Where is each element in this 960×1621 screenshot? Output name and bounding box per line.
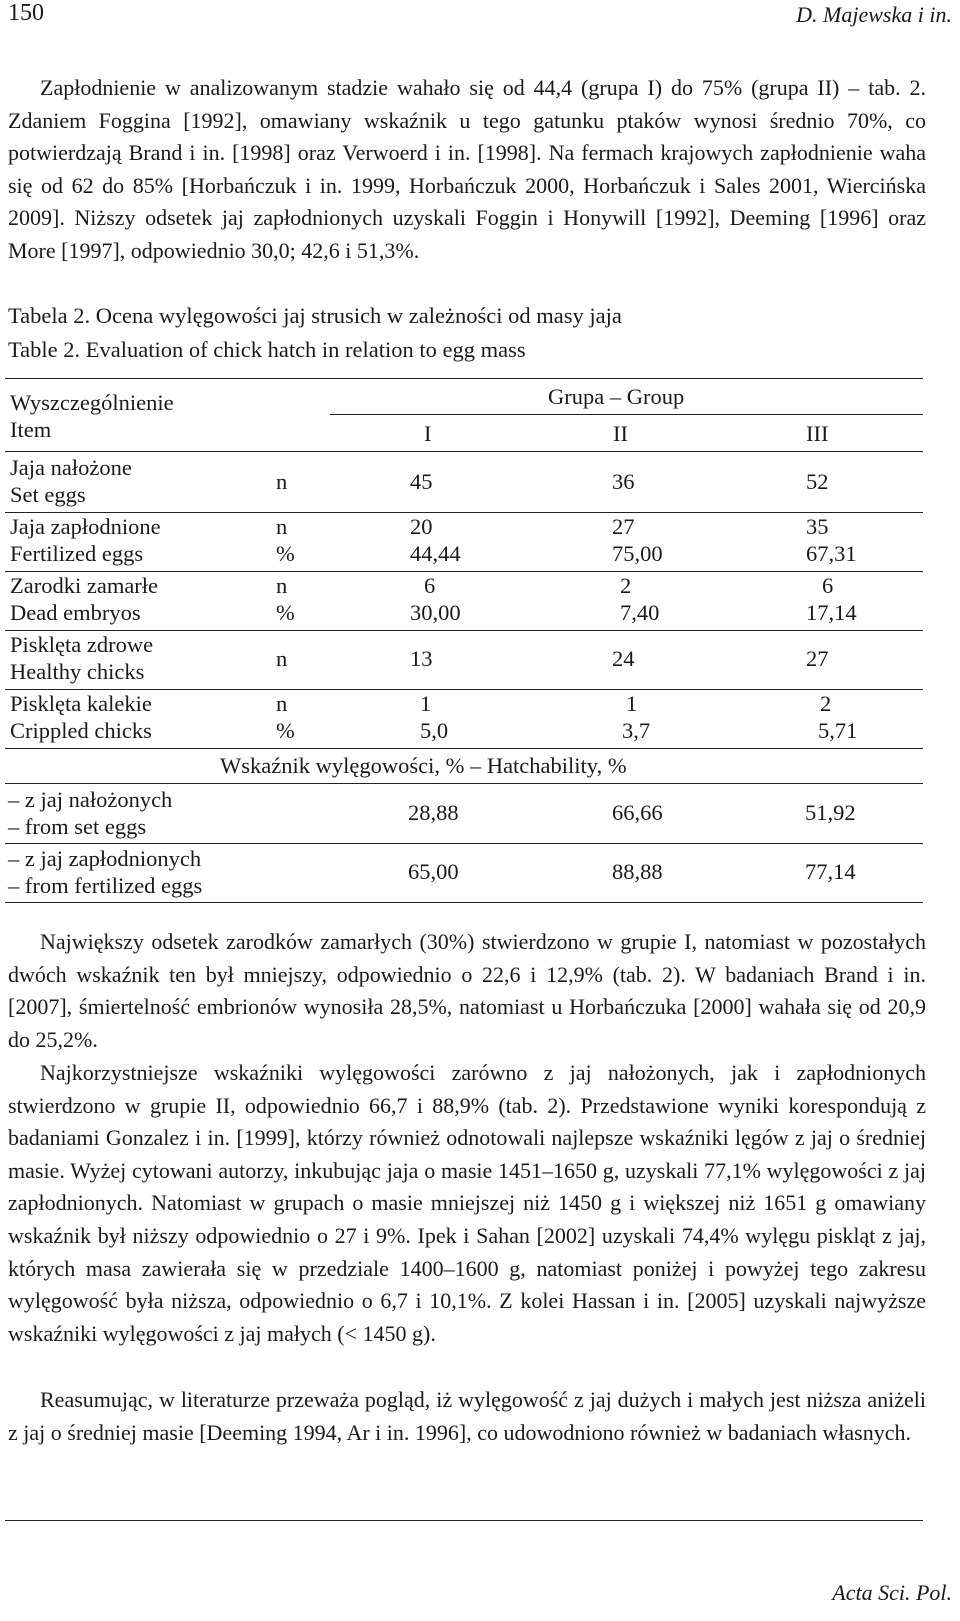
table-cell: 3,7 [622,718,651,743]
paragraph-dead-embryos: Największy odsetek zarodków zamarłych (30%) stwierdzono w grupie I, natomiast w pozostałych dwóch wskaźnik ten był mniejszy, odpowiednio o 22,6 i 12,9% (tab. 2). W badaniach Brand i in. [2007], śmiertelność embrionów wynosiła 28,5%, natomiast u Horbańczuka [2000] wahała się od 20,9 do 25,2%. [8,929,926,1052]
row-unit: n [276,691,288,716]
footer-rule [5,1520,923,1521]
row-label-pl: Jaja nałożone [10,455,132,480]
table-cell: 5,71 [818,718,858,743]
row-label-en: Set eggs [10,482,86,507]
row-label-pl: Zarodki zamarłe [10,573,159,598]
table-cell: 5,0 [420,718,449,743]
row-label-en: – from set eggs [8,814,147,839]
group-subrule [330,414,923,415]
table-cell: 75,00 [612,541,663,566]
table-cell: 36 [612,469,635,494]
table-cell: 52 [806,469,829,494]
table-cell: 77,14 [805,859,856,884]
row-unit: n [276,469,288,494]
row-label-pl: – z jaj zapłodnionych [8,846,202,871]
table-cell: 27 [806,646,829,671]
row-unit: n [276,573,288,598]
header-bottom-rule [5,451,923,452]
header-item-en: Item [10,417,52,442]
table-cell: 67,31 [806,541,857,566]
header-group: Grupa – Group [548,384,685,409]
table-cell: 7,40 [620,600,660,625]
row-unit: % [276,718,295,743]
table-cell: 24 [612,646,635,671]
table-cell: 51,92 [805,800,856,825]
table-cell: 13 [410,646,433,671]
table-caption-pl: Tabela 2. Ocena wylęgowości jaj strusich w zależności od masy jaja [8,303,622,328]
table-cell: 28,88 [408,800,459,825]
hatchability-header: Wskaźnik wylęgowości, % – Hatchability, % [220,753,627,778]
row-label-pl: Pisklęta kalekie [10,691,152,716]
group-label-3: III [806,421,829,446]
paragraph-summary: Reasumując, w literaturze przeważa pogląd, iż wylęgowość z jaj dużych i małych jest niższa aniżeli z jaj o średniej masie [Deeming 1994, Ar i in. 1996], co udowodniono również w badaniach własnych. [8,1387,926,1445]
row-label-pl: Pisklęta zdrowe [10,632,154,657]
table-cell: 2 [820,691,832,716]
row-rule [5,748,923,749]
row-label-pl: Jaja zapłodnione [10,514,161,539]
group-label-2: II [613,421,628,446]
row-rule [5,571,923,572]
row-rule [5,783,923,784]
row-unit: % [276,541,295,566]
table-cell: 1 [420,691,432,716]
group-label-1: I [424,421,432,446]
row-label-pl: – z jaj nałożonych [8,787,173,812]
table-cell: 6 [424,573,436,598]
table-cell: 2 [620,573,632,598]
row-unit: n [276,514,288,539]
paragraph-hatchability: Najkorzystniejsze wskaźniki wylęgowości zarówno z jaj nałożonych, jak i zapłodnionych stwierdzono w grupie II, odpowiednio 66,7 i 88,9% (tab. 2). Przedstawione wyniki korespondują z badaniami Gonzalez i in. [1999], którzy również odnotowali najlepsze wskaźniki lęgów z jaj o średniej masie. Wyżej cytowani autorzy, inkubując jaja o masie 1451–1650 g, uzyskali 77,1% wylęgowości z jaj zapłodnionych. Natomiast w grupach o masie mniejszej niż 1450 g i większej niż 1651 g omawiany wskaźnik był niższy odpowiednio o 27 i 9%. Ipek i Sahan [2002] uzyskali 74,4% wylęgu piskląt z jaj, których masa zawierała się w przedziale 1400–1600 g, natomiast poniżej i powyżej tego zakresu wylęgowość była niższa, odpowiednio o 6,7 i 10,1%. Z kolei Hassan i in. [2005] uzyskali najwyższe wskaźniki wylęgowości z jaj małych (< 1450 g). [8,1060,926,1346]
row-rule [5,512,923,513]
row-label-en: Fertilized eggs [10,541,144,566]
page-number: 150 [8,0,44,26]
table-cell: 20 [410,514,433,539]
row-label-en: Dead embryos [10,600,141,625]
table-bottom-rule [5,902,923,903]
footer-journal: Acta Sci. Pol. [832,1580,952,1605]
table-caption-en: Table 2. Evaluation of chick hatch in relation to egg mass [8,337,526,362]
row-rule [5,843,923,844]
table-cell: 44,44 [410,541,461,566]
table-cell: 35 [806,514,829,539]
paragraph-fertilization: Zapłodnienie w analizowanym stadzie wahało się od 44,4 (grupa I) do 75% (grupa II) – tab. 2. Zdaniem Foggina [1992], omawiany wskaźnik u tego gatunku ptaków wynosi średnio 70%, co potwierdzają Brand i in. [1998] oraz Verwoerd i in. [1998]. Na fermach krajowych zapłodnienie waha się od 62 do 85% [Horbańczuk i in. 1999, Horbańczuk 2000, Horbańczuk i Sales 2001, Wiercińska 2009]. Niższy odsetek jaj zapłodnionych uzyskali Foggin i Honywill [1992], Deeming [1996] oraz More [1997], odpowiednio 30,0; 42,6 i 51,3%. [8,75,926,263]
row-unit: % [276,600,295,625]
table-cell: 1 [626,691,638,716]
row-label-en: Crippled chicks [10,718,152,743]
table-top-rule [5,378,923,379]
row-rule [5,689,923,690]
row-rule [5,630,923,631]
running-head: D. Majewska i in. [796,2,952,27]
row-label-en: – from fertilized eggs [8,873,203,898]
header-item-pl: Wyszczególnienie [10,390,174,415]
table-cell: 17,14 [806,600,857,625]
row-unit: n [276,646,288,671]
row-label-en: Healthy chicks [10,659,145,684]
table-cell: 66,66 [612,800,663,825]
table-cell: 45 [410,469,433,494]
table-cell: 65,00 [408,859,459,884]
table-cell: 27 [612,514,635,539]
table-cell: 88,88 [612,859,663,884]
table-cell: 6 [822,573,834,598]
table-cell: 30,00 [410,600,461,625]
